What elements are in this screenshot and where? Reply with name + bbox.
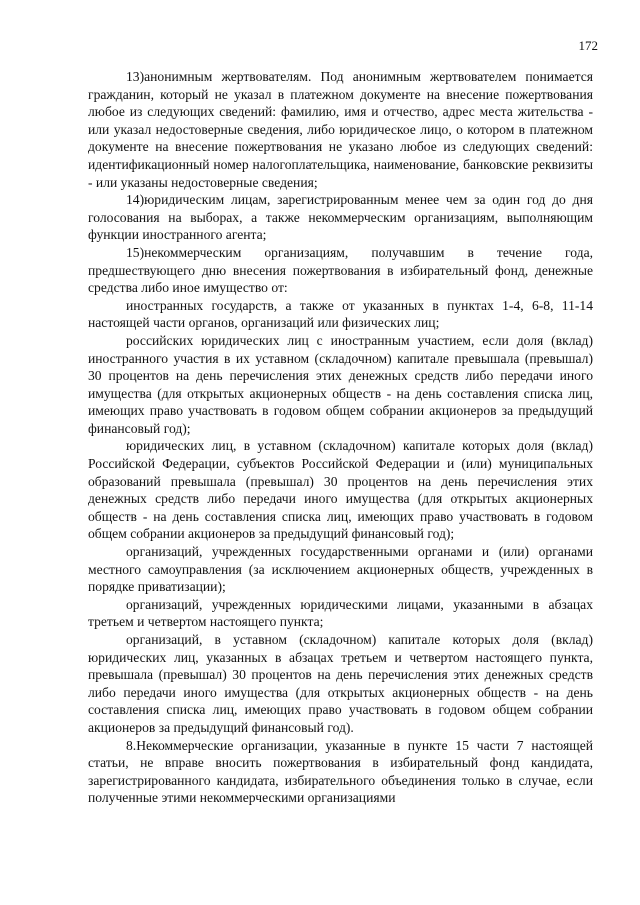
paragraph-part-8: 8.Некоммерческие организации, указанные в пункте 15 части 7 настоящей статьи, не вправе вносить пожертвования в избирательный фонд кандидата, зарегистрированного кандидата, избирательного объединения только в случае, если полученные этими некоммерческими организациями [88,737,593,806]
paragraph-item-13: 13)анонимным жертвователям. Под анонимным жертвователем понимается гражданин, который не указал в платежном документе на внесение пожертвования любое из следующих сведений: фамилию, имя и отчество, адрес места жительства - или указал недостоверные сведения, либо юридическое лицо, о котором в платежном документе на внесение пожертвования не указано любое из следующих сведений: идентификационный номер налогоплательщика, наименование, банковские реквизиты - или указаны недостоверные сведения; [88,69,593,190]
paragraph-state-founded-orgs: организаций, учрежденных государственными органами и (или) органами местного самоуправления (за исключением акционерных обществ, учрежденных в порядке приватизации); [88,544,593,595]
document-body [88,68,593,807]
paragraph-item-14: 14)юридическим лицам, зарегистрированным менее чем за один год до дня голосования на выборах, а также некоммерческим организациям, выполняющим функции иностранного агента; [88,192,593,243]
paragraph-item-15: 15)некоммерческим организациям, получавшим в течение года, предшествующего дню внесения пожертвования в избирательный фонд, денежные средства либо иное имущество от: [88,244,593,296]
paragraph-russian-legal-entities: российских юридических лиц с иностранным участием, если доля (вклад) иностранного участия в их уставном (складочном) капитале превышала (превышал) 30 процентов на день перечисления этих денежных средств либо передачи иного имущества (для открытых акционерных обществ - на день составления списка лиц, имеющих право участвовать в годовом общем собрании акционеров за предыдущий финансовый год); [88,332,593,436]
page-number: 172 [578,38,598,53]
paragraph-foreign-states: иностранных государств, а также от указанных в пунктах 1-4, 6-8, 11-14 настоящей части органов, организаций или физических лиц; [88,297,593,331]
paragraph-state-share-entities: юридических лиц, в уставном (складочном) капитале которых доля (вклад) Российской Федерации, субъектов Российской Федерации и (или) муниципальных образований превышала (превышал) 30 процентов на день перечисления этих денежных средств либо передачи иного имущества (для открытых акционерных обществ - на день составления списка лиц, имеющих право участвовать в годовом общем собрании акционеров за предыдущий финансовый год); [88,438,593,542]
paragraph-entity-share-orgs: организаций, в уставном (складочном) капитале которых доля (вклад) юридических лиц, указанных в абзацах третьем и четвертом настоящего пункта, превышала (превышал) 30 процентов на день перечисления этих денежных средств либо передачи иного имущества (для открытых акционерных обществ - на день составления списка лиц, имеющих право участвовать в годовом общем собрании акционеров за предыдущий финансовый год). [88,632,593,735]
paragraph-entity-founded-orgs: организаций, учрежденных юридическими лицами, указанными в абзацах третьем и четвертом настоящего пункта; [88,596,593,630]
